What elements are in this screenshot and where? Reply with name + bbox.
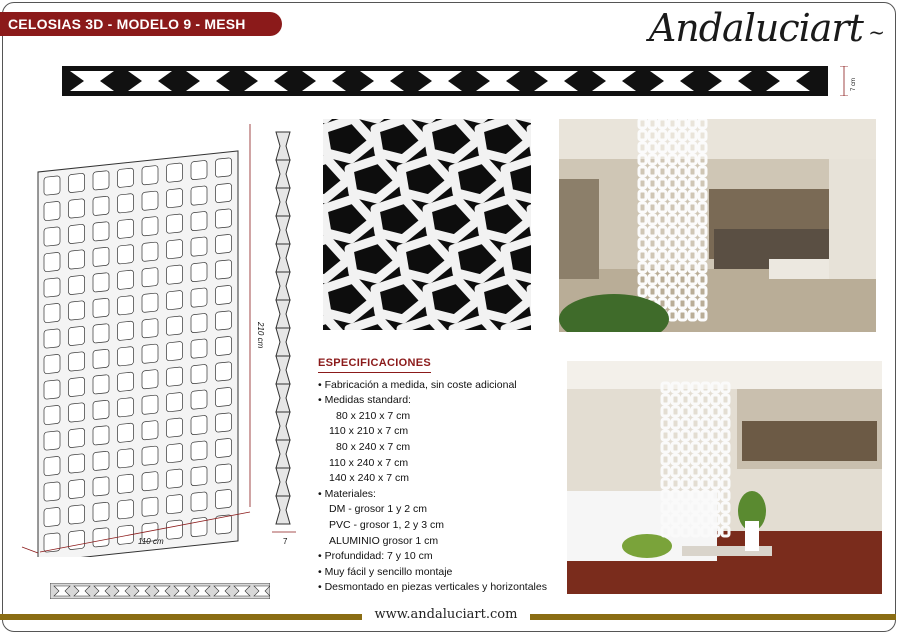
spec-material-1: DM - grosor 1 y 2 cm bbox=[329, 503, 428, 516]
footer-bar-left bbox=[0, 614, 362, 620]
brand-name: Andaluciart bbox=[648, 6, 863, 50]
spec-medida-1: 80 x 210 x 7 cm bbox=[336, 409, 411, 422]
spec-desmontado: • Desmontado en piezas verticales y horizontales bbox=[318, 580, 558, 596]
page-title: CELOSIAS 3D - MODELO 9 - MESH bbox=[0, 12, 282, 36]
footer bbox=[0, 607, 900, 622]
footer-bar-right bbox=[530, 614, 896, 620]
brand-logo bbox=[649, 6, 884, 50]
spec-medida-4: 110 x 240 x 7 cm bbox=[329, 456, 409, 469]
small-horizontal-profile bbox=[50, 583, 270, 599]
kitchen-room-photo bbox=[567, 361, 882, 594]
depth-top-label: 7 cm bbox=[851, 77, 857, 91]
depth-side-label: 7 bbox=[283, 537, 288, 546]
height-label: 210 cm bbox=[256, 322, 265, 349]
spec-medida-5: 140 x 240 x 7 cm bbox=[329, 472, 409, 485]
mesh-closeup-photo bbox=[323, 119, 531, 330]
vertical-profile-drawing bbox=[270, 130, 300, 550]
living-room-photo bbox=[559, 119, 876, 332]
width-label: 110 cm bbox=[138, 537, 164, 546]
spec-materiales-label: • Materiales: bbox=[318, 487, 558, 503]
spec-medida-2: 110 x 210 x 7 cm bbox=[329, 425, 409, 438]
spec-medida-3: 80 x 240 x 7 cm bbox=[336, 440, 411, 453]
specifications-heading: ESPECIFICACIONES bbox=[318, 356, 431, 373]
brand-flourish: ~ bbox=[862, 20, 884, 44]
footer-url[interactable]: www.andaluciart.com bbox=[374, 607, 518, 622]
spec-medidas-label: • Medidas standard: bbox=[318, 393, 558, 409]
panel-3d-drawing bbox=[18, 112, 278, 557]
specifications-section bbox=[318, 356, 558, 596]
depth-dimension-top bbox=[838, 66, 860, 96]
spec-material-2: PVC - grosor 1, 2 y 3 cm bbox=[329, 518, 444, 531]
specifications-list bbox=[318, 378, 558, 596]
spec-material-3: ALUMINIO grosor 1 cm bbox=[329, 534, 439, 547]
spec-fabricacion: • Fabricación a medida, sin coste adicional bbox=[318, 378, 558, 394]
horizontal-profile-drawing bbox=[62, 66, 828, 96]
spec-montaje: • Muy fácil y sencillo montaje bbox=[318, 565, 558, 581]
spec-profundidad: • Profundidad: 7 y 10 cm bbox=[318, 549, 558, 565]
